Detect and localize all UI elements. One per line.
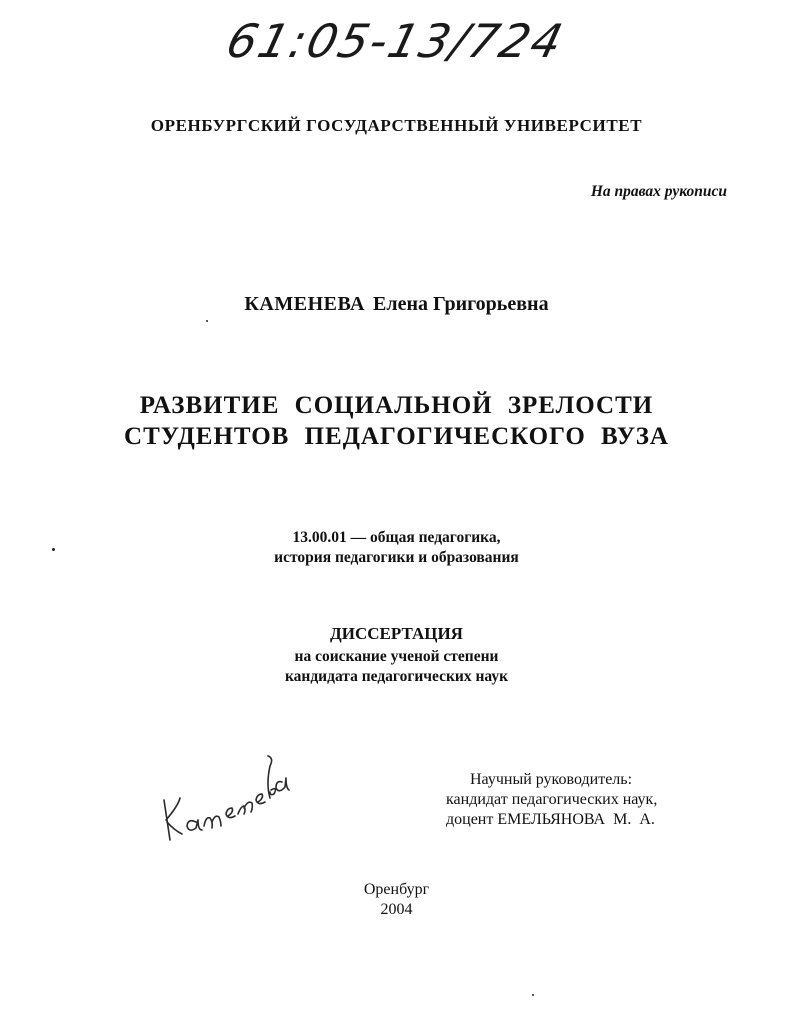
scan-speck — [532, 994, 534, 996]
handwritten-signature — [158, 740, 303, 852]
thesis-title-line-2: СТУДЕНТОВ ПЕДАГОГИЧЕСКОГО ВУЗА — [124, 423, 669, 450]
rights-note: На правах рукописи — [590, 183, 727, 200]
specialty-line-1: 13.00.01 — общая педагогика, — [292, 529, 501, 546]
degree-statement — [0, 647, 793, 687]
degree-line-2: кандидата педагогических наук — [284, 668, 509, 685]
supervisor-degree: кандидат педагогических наук, — [446, 791, 658, 808]
author-surname: КАМЕНЕВА — [244, 293, 366, 315]
city-year-block — [0, 880, 793, 920]
thesis-title-line-1: РАЗВИТИЕ СОЦИАЛЬНОЙ ЗРЕЛОСТИ — [139, 392, 654, 419]
specialty-line-2: история педагогики и образования — [274, 549, 519, 566]
supervisor-block — [446, 770, 657, 830]
year: 2004 — [380, 901, 413, 918]
author-given-names: Елена Григорьевна — [373, 293, 549, 315]
city: Оренбург — [363, 881, 430, 898]
scan-speck — [206, 320, 208, 322]
supervisor-name: доцент ЕМЕЛЬЯНОВА М. А. — [446, 811, 655, 828]
handwritten-archive-code: 61:05-13/724 — [221, 14, 570, 68]
university-name: ОРЕНБУРГСКИЙ ГОСУДАРСТВЕННЫЙ УНИВЕРСИТЕТ — [150, 116, 643, 135]
specialty — [0, 528, 793, 568]
degree-line-1: на соискание ученой степени — [294, 648, 499, 665]
scan-speck — [52, 548, 55, 551]
supervisor-label: Научный руководитель: — [470, 771, 633, 788]
dissertation-label: ДИССЕРТАЦИЯ — [330, 624, 463, 643]
author-name — [0, 293, 793, 316]
